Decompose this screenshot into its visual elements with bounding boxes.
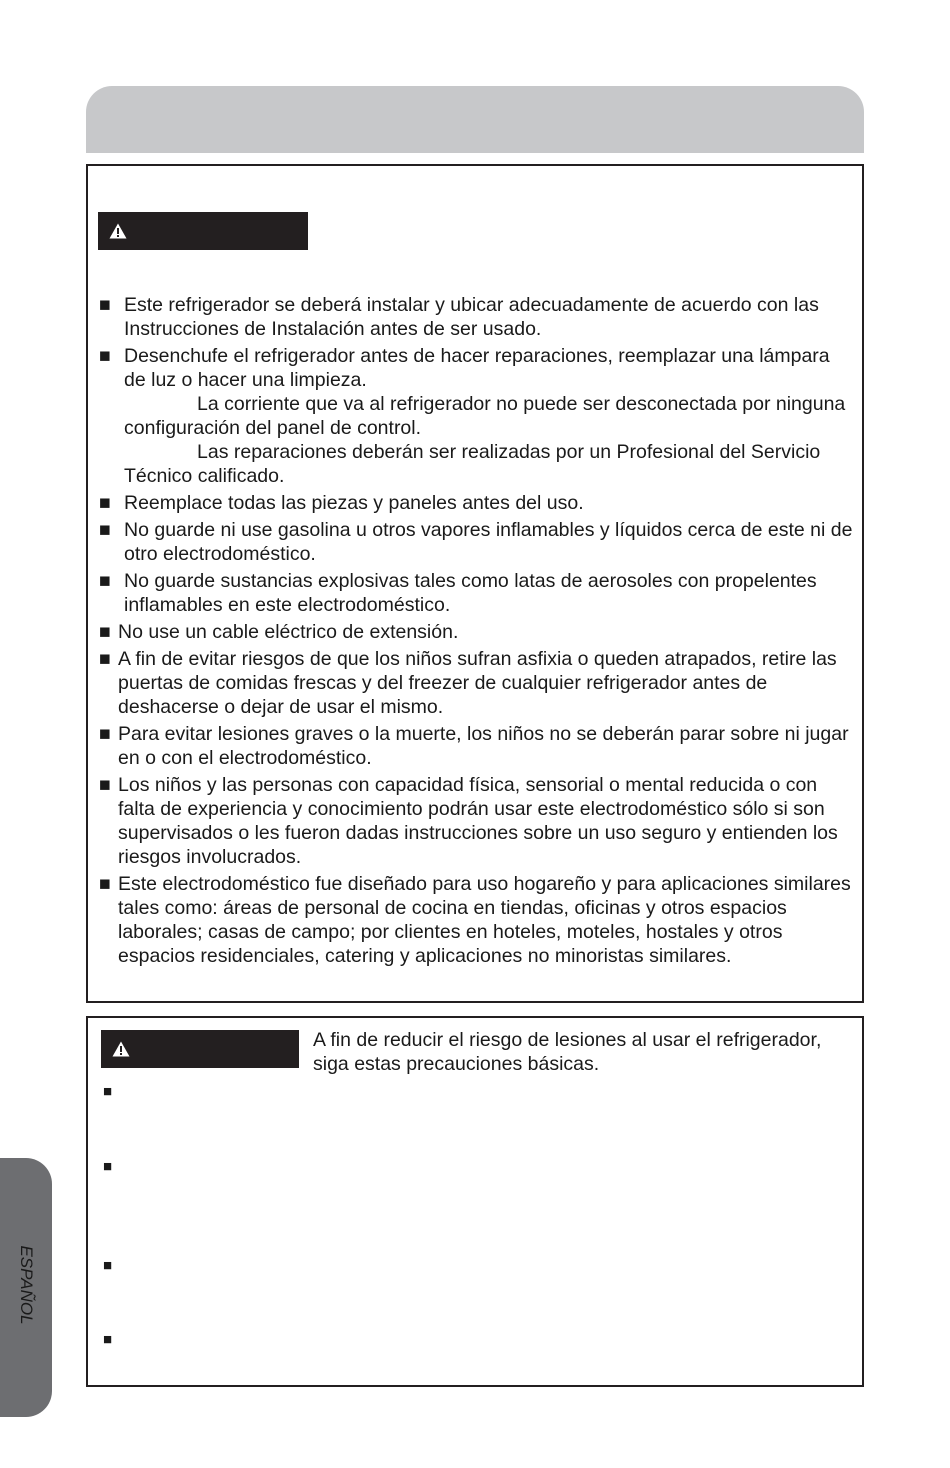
bullet: ■ — [99, 723, 111, 745]
list-item — [99, 569, 855, 617]
bullet: ■ — [99, 873, 111, 895]
sub-note-text: Las reparaciones deberán ser realizadas por un Profesional del Servicio Técnico calificado. — [124, 441, 821, 487]
warning-label — [101, 1030, 299, 1068]
bullet: ■ — [103, 1083, 113, 1100]
list-item-text: No guarde sustancias explosivas tales como latas de aerosoles con propelentes inflamables en este electrodoméstico. — [124, 570, 817, 616]
safety-box-1 — [86, 164, 864, 1003]
bullet: ■ — [99, 774, 111, 796]
language-tab-label: ESPAÑOL — [17, 1245, 36, 1325]
bullet: ■ — [99, 492, 111, 514]
list-item — [99, 773, 855, 869]
bullet: ■ — [99, 570, 111, 592]
safety-list — [99, 293, 855, 971]
list-item-text: No guarde ni use gasolina u otros vapores inflamables y líquidos cerca de este ni de otro electrodoméstico. — [124, 519, 853, 565]
list-item — [99, 722, 855, 770]
bullet: ■ — [103, 1331, 113, 1348]
list-item — [99, 647, 855, 719]
list-item-text: Los niños y las personas con capacidad física, sensorial o mental reducida o con falta de experiencia y conocimiento podrán usar este electrodoméstico sólo si son supervisados o les fueron dadas instrucciones sobre un uso seguro y entienden los riesgos involucrados. — [118, 774, 838, 868]
bullet: ■ — [99, 345, 111, 367]
bullet: ■ — [99, 294, 111, 316]
list-item-text: Para evitar lesiones graves o la muerte, los niños no se deberán parar sobre ni jugar en o con el electrodoméstico. — [118, 723, 849, 769]
list-item — [99, 518, 855, 566]
precautions-intro: A fin de reducir el riesgo de lesiones al usar el refrigerador, siga estas precauciones básicas. — [313, 1029, 822, 1075]
warning-triangle-icon — [112, 1041, 130, 1057]
bullet: ■ — [103, 1158, 113, 1175]
sub-note-text: La corriente que va al refrigerador no puede ser desconectada por ninguna configuración del panel de control. — [124, 393, 846, 439]
list-item-text: Desenchufe el refrigerador antes de hacer reparaciones, reemplazar una lámpara de luz o hacer una limpieza. — [124, 345, 830, 391]
list-item-text: A fin de evitar riesgos de que los niños sufran asfixia o queden atrapados, retire las puertas de comidas frescas y del freezer de cualquier refrigerador antes de deshacerse o dejar de usar el mismo. — [118, 648, 837, 718]
list-item — [99, 872, 855, 968]
list-item-text: No use un cable eléctrico de extensión. — [118, 621, 459, 643]
warning-triangle-icon — [109, 223, 127, 239]
list-item — [99, 491, 855, 515]
section-header-bar — [86, 86, 864, 153]
sub-note — [124, 392, 855, 440]
list-item-text: Este electrodoméstico fue diseñado para uso hogareño y para aplicaciones similares tales como: áreas de personal de cocina en tiendas, oficinas y otros espacios laborales; casas de campo; por clientes en hoteles, moteles, hostales y otros espacios residenciales, catering y aplicaciones no minoristas similares. — [118, 873, 851, 967]
warning-label — [98, 212, 308, 250]
list-item — [99, 344, 855, 488]
list-item-text: Este refrigerador se deberá instalar y ubicar adecuadamente de acuerdo con las Instrucciones de Instalación antes de ser usado. — [124, 294, 819, 340]
sub-note — [124, 440, 855, 488]
bullet: ■ — [103, 1257, 113, 1274]
list-item — [99, 620, 855, 644]
list-item-text: Reemplace todas las piezas y paneles antes del uso. — [124, 492, 584, 514]
bullet: ■ — [99, 621, 111, 643]
safety-box-2 — [86, 1016, 864, 1387]
bullet: ■ — [99, 519, 111, 541]
bullet: ■ — [99, 648, 111, 670]
list-item — [99, 293, 855, 341]
